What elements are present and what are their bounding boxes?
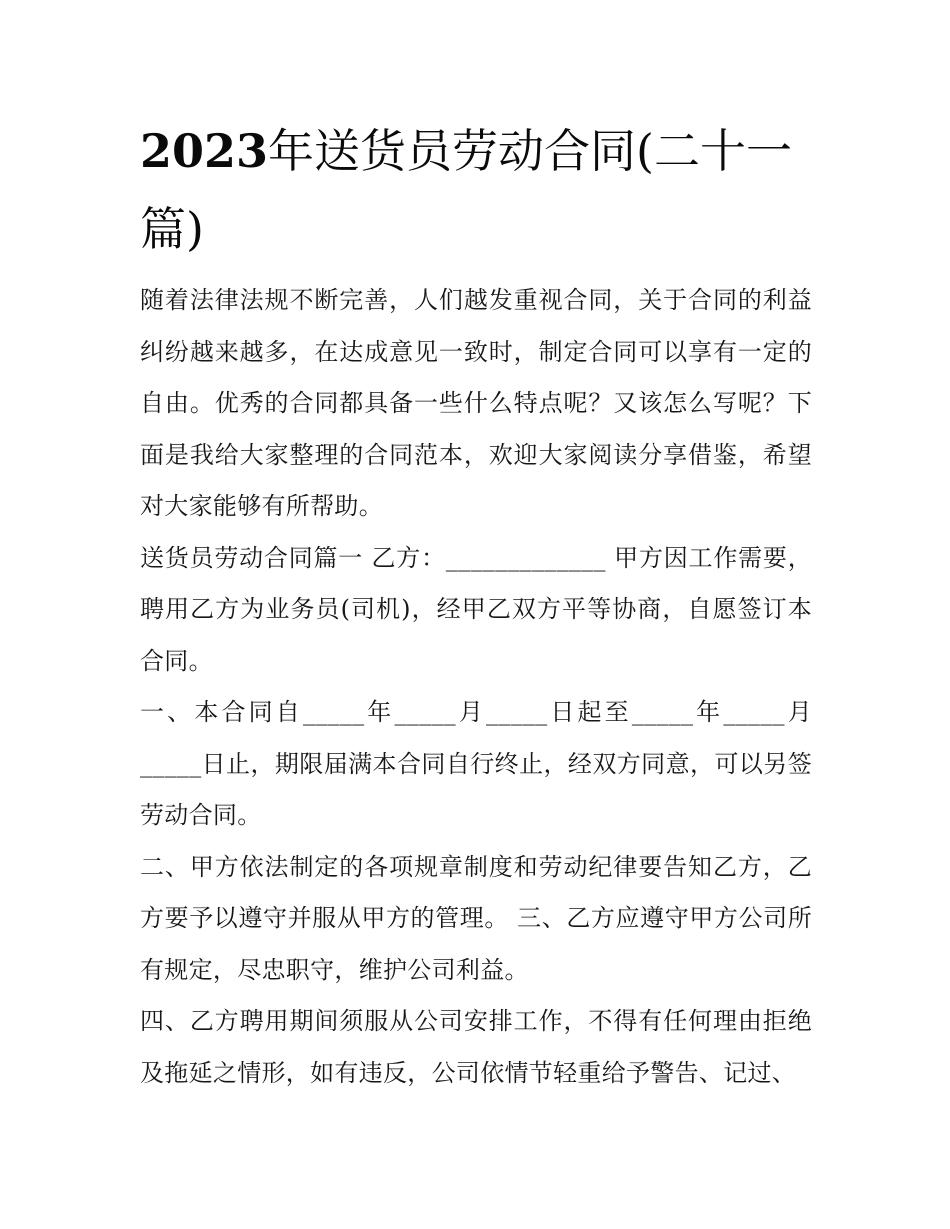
contract-opening-paragraph: 送货员劳动合同篇一 乙方：_____________ 甲方因工作需要，聘用乙方为业务员(司机)，经甲乙双方平等协商，自愿签订本合同。: [140, 543, 812, 675]
document-title: [140, 112, 820, 268]
clause-one-paragraph: 一、本合同自_____年_____月_____日起至_____年_____月_____日止，期限届满本合同自行终止，经双方同意，可以另签劳动合同。: [140, 698, 812, 829]
clause-two-three-paragraph: 二、甲方依法制定的各项规章制度和劳动纪律要告知乙方，乙方要予以遵守并服从甲方的管理。 三、乙方应遵守甲方公司所有规定，尽忠职守，维护公司利益。: [140, 852, 812, 984]
title-year: 2023: [140, 124, 269, 178]
intro-paragraph: 随着法律法规不断完善，人们越发重视合同，关于合同的利益纠纷越来越多，在达成意见一致时，制定合同可以享有一定的自由。优秀的合同都具备一些什么特点呢？又该怎么写呢？下面是我给大家整理的合同范本，欢迎大家阅读分享借鉴，希望对大家能够有所帮助。: [140, 286, 812, 520]
title-text: 年送货员劳动合同(二十一篇): [140, 124, 792, 256]
document-body: [140, 275, 812, 1099]
clause-four-paragraph: 四、乙方聘用期间须服从公司安排工作，不得有任何理由拒绝及拖延之情形，如有违反，公司依情节轻重给予警告、记过、: [140, 1007, 812, 1087]
